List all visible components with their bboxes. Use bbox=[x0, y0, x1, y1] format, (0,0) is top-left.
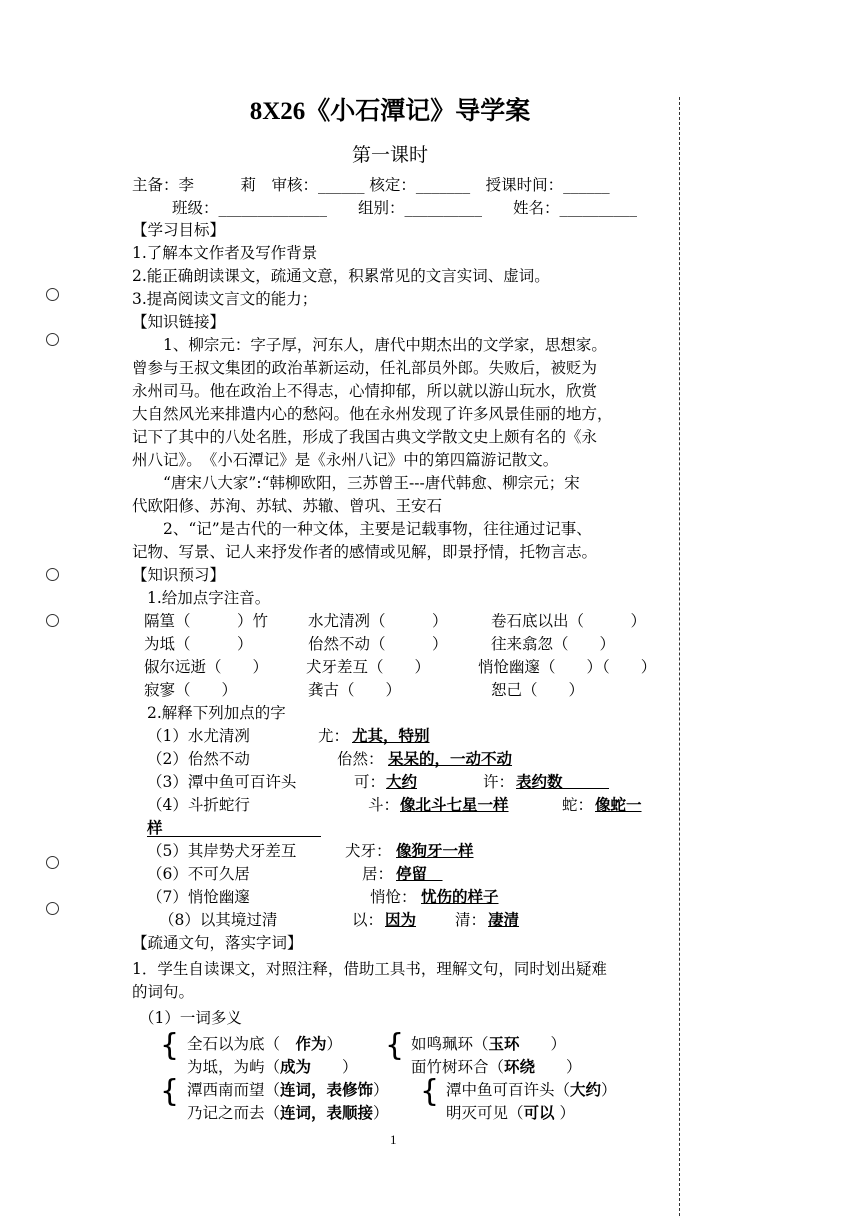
page-title: 8X26《小石潭记》导学案 bbox=[249, 98, 531, 125]
sentence-text: 的词句。 bbox=[132, 983, 195, 1001]
explain-answer: 尤其，特别 bbox=[352, 726, 430, 745]
explain-word: 蛇： bbox=[562, 796, 594, 814]
pinyin-item: 悄怆幽邃（ ）（ ） bbox=[478, 658, 657, 676]
binding-hole bbox=[46, 856, 59, 869]
explain-phrase: （6）不可久居 bbox=[147, 865, 250, 883]
binding-hole bbox=[46, 333, 59, 346]
header-line-1: 主备：李 莉 审核：______ 核定：_______ 授课时间：______ bbox=[132, 176, 610, 194]
polysemy-line: 全石以为底（ 作为） bbox=[187, 1034, 343, 1053]
links-text: 曾参与王叔文集团的政治革新运动，任礼部员外郎。失败后，被贬为 bbox=[132, 359, 598, 377]
binding-hole bbox=[46, 902, 59, 915]
explain-answer: 像蛇一 bbox=[595, 795, 642, 814]
pinyin-item: 水尤清冽（ ） bbox=[308, 612, 448, 630]
links-text: 代欧阳修、苏洵、苏轼、苏辙、曾巩、王安石 bbox=[132, 497, 443, 515]
explain-answer: 大约 bbox=[386, 772, 418, 791]
binding-hole bbox=[46, 568, 59, 581]
polysemy-line: 潭中鱼可百许头（大约） bbox=[446, 1080, 617, 1099]
page-subtitle: 第一课时 bbox=[351, 144, 428, 166]
brace-icon: { bbox=[385, 1028, 405, 1063]
explain-answer-cont: 样 bbox=[147, 818, 163, 837]
sentence-sub-heading: （1）一词多义 bbox=[139, 1009, 242, 1027]
explain-phrase: （2）佁然不动 bbox=[147, 750, 250, 768]
explain-answer: 像北斗七星一样 bbox=[400, 795, 509, 814]
preview-question-1: 1.给加点字注音。 bbox=[147, 589, 271, 607]
polysemy-line: 如鸣珮环（玉环 ） bbox=[411, 1034, 567, 1053]
explain-phrase: （3）潭中鱼可百许头 bbox=[147, 773, 297, 791]
pinyin-item: 卷石底以出（ ） bbox=[491, 612, 647, 630]
explain-word: 居： bbox=[362, 865, 394, 883]
polysemy-line: 面竹树环合（环绕 ） bbox=[411, 1057, 582, 1076]
explain-answer: 凄清 bbox=[488, 910, 520, 929]
preview-heading: 【知识预习】 bbox=[132, 566, 226, 584]
polysemy-line: 明灭可见（可以 ） bbox=[446, 1103, 575, 1122]
sentence-heading: 【疏通文句，落实字词】 bbox=[132, 934, 303, 952]
brace-icon: { bbox=[160, 1074, 180, 1109]
pinyin-item: 佁然不动（ ） bbox=[308, 635, 448, 653]
binding-hole bbox=[46, 614, 59, 627]
explain-word: 悄怆： bbox=[370, 888, 417, 906]
answer-underline bbox=[147, 836, 321, 837]
explain-answer: 表约数 bbox=[516, 772, 610, 791]
explain-phrase: （5）其岸势犬牙差互 bbox=[147, 842, 297, 860]
binding-hole bbox=[46, 288, 59, 301]
explain-word: 佁然： bbox=[337, 750, 384, 768]
preview-question-2: 2.解释下列加点的字 bbox=[147, 704, 286, 722]
explain-word: 犬牙： bbox=[345, 842, 392, 860]
goal-item: 2.能正确朗读课文，疏通文意，积累常见的文言实词、虚词。 bbox=[132, 267, 550, 285]
goals-heading: 【学习目标】 bbox=[132, 221, 226, 239]
explain-answer: 因为 bbox=[385, 910, 417, 929]
links-text: 1、柳宗元：字子厚，河东人，唐代中期杰出的文学家，思想家。 bbox=[132, 336, 607, 354]
links-text: “唐宋八大家”:“韩柳欧阳，三苏曾王---唐代韩愈、柳宗元；宋 bbox=[132, 474, 580, 492]
explain-phrase: （1）水尤清冽 bbox=[147, 727, 250, 745]
explain-answer: 停留 bbox=[396, 864, 443, 883]
goal-item: 1.了解本文作者及写作背景 bbox=[132, 244, 318, 262]
explain-phrase: （7）悄怆幽邃 bbox=[147, 888, 250, 906]
pinyin-item: 隔篁（ ）竹 bbox=[144, 612, 269, 630]
header-line-2: 班级：______________ 组别：__________ 姓名：__________ bbox=[172, 199, 638, 217]
links-text: 记下了其中的八处名胜，形成了我国古典文学散文史上颇有名的《永 bbox=[132, 428, 598, 446]
sentence-text: 1．学生自读课文，对照注释，借助工具书，理解文句，同时划出疑难 bbox=[132, 960, 607, 978]
explain-phrase: （8）以其境过清 bbox=[159, 911, 278, 929]
explain-answer: 忧伤的样子 bbox=[421, 887, 499, 906]
brace-icon: { bbox=[420, 1074, 440, 1109]
pinyin-item: 龚古（ ） bbox=[308, 681, 402, 699]
polysemy-line: 潭西南而望（连词，表修饰） bbox=[187, 1080, 389, 1099]
links-heading: 【知识链接】 bbox=[132, 313, 226, 331]
links-text: 大自然风光来排遣内心的愁闷。他在永州发现了许多风景佳丽的地方， bbox=[132, 405, 613, 423]
polysemy-line: 为坻，为屿（成为 ） bbox=[187, 1057, 358, 1076]
pinyin-item: 恕己（ ） bbox=[491, 681, 585, 699]
pinyin-item: 俶尔远逝（ ） bbox=[144, 658, 269, 676]
explain-answer: 呆呆的，一动不动 bbox=[388, 749, 513, 768]
explain-word: 许： bbox=[483, 773, 515, 791]
pinyin-item: 寂寥（ ） bbox=[144, 681, 238, 699]
explain-word: 斗： bbox=[368, 796, 400, 814]
explain-answer: 像狗牙一样 bbox=[396, 841, 474, 860]
explain-word: 清： bbox=[455, 911, 487, 929]
pinyin-item: 犬牙差互（ ） bbox=[306, 658, 431, 676]
links-text: 永州司马。他在政治上不得志，心情抑郁，所以就以游山玩水，欣赏 bbox=[132, 382, 598, 400]
links-text: 记物、写景、记人来抒发作者的感情或见解，即景抒情，托物言志。 bbox=[132, 543, 598, 561]
explain-word: 可： bbox=[354, 773, 386, 791]
polysemy-line: 乃记之而去（连词，表顺接） bbox=[187, 1103, 389, 1122]
explain-word: 尤： bbox=[318, 727, 350, 745]
links-text: 2、“记”是古代的一种文体，主要是记载事物，往往通过记事、 bbox=[132, 520, 592, 538]
brace-icon: { bbox=[160, 1028, 180, 1063]
page-number: 1 bbox=[390, 1132, 397, 1147]
links-text: 州八记》。 《小石潭记》是《永州八记》中的第四篇游记散文。 bbox=[132, 451, 559, 469]
explain-phrase: （4）斗折蛇行 bbox=[147, 796, 250, 814]
pinyin-item: 往来翕忽（ ） bbox=[491, 635, 616, 653]
margin-cut-line bbox=[679, 97, 680, 1216]
pinyin-item: 为坻（ ） bbox=[144, 635, 253, 653]
goal-item: 3.提高阅读文言文的能力； bbox=[132, 290, 318, 308]
explain-word: 以： bbox=[352, 911, 384, 929]
